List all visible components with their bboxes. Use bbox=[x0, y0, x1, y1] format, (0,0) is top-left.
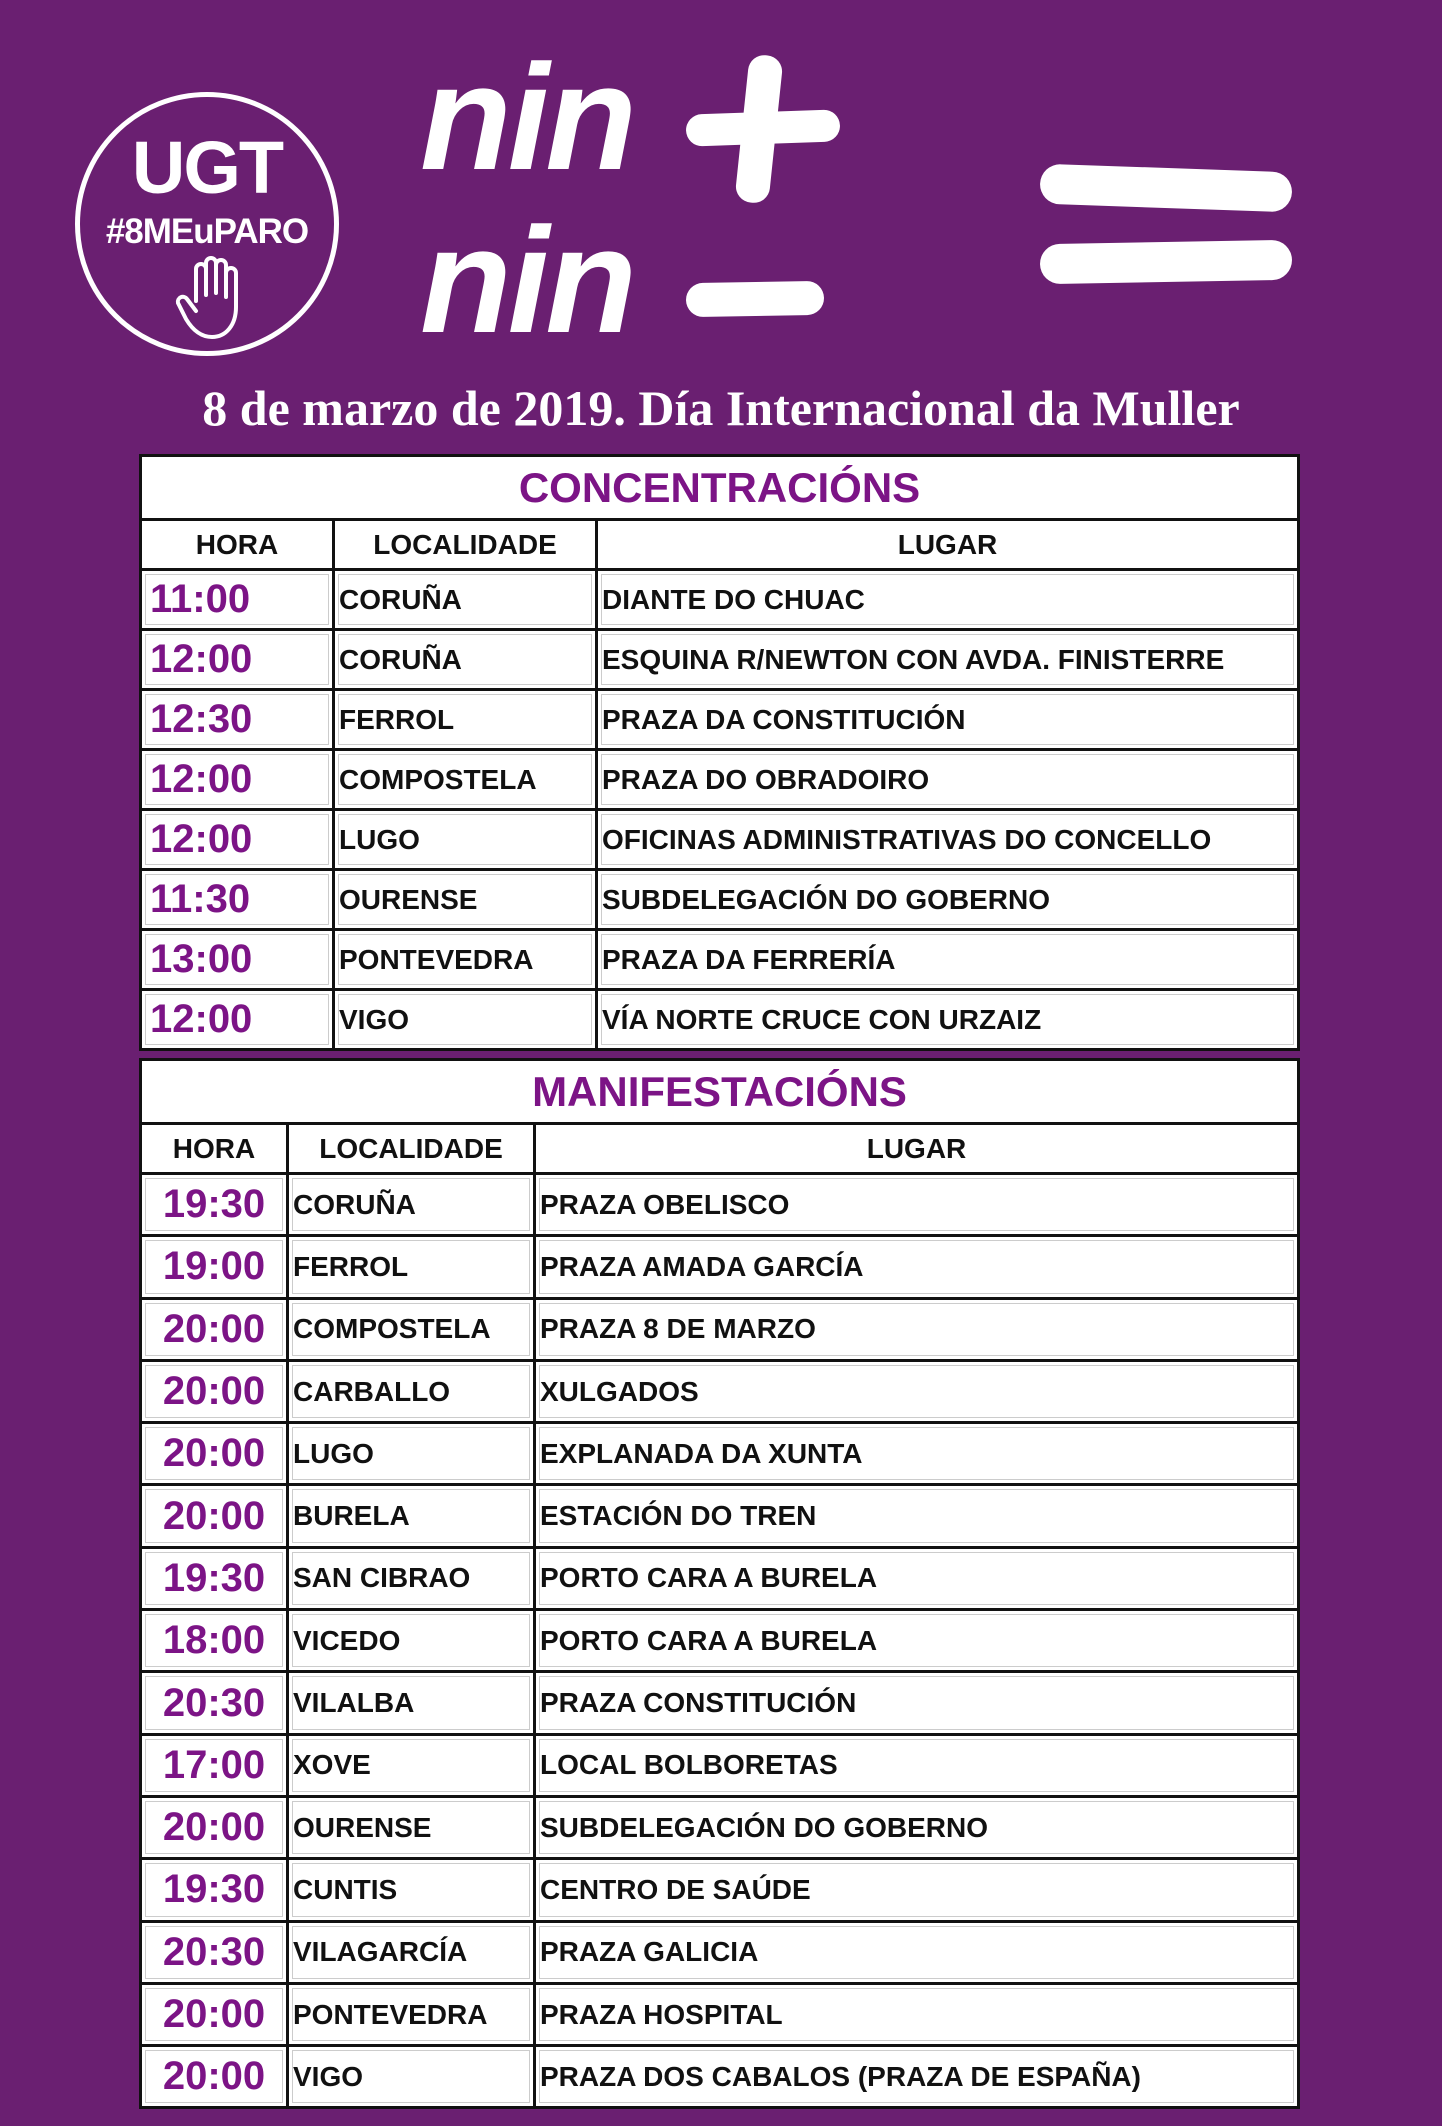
hora-cell-text: 20:00 bbox=[145, 1801, 283, 1854]
localidade-cell-text: FERROL bbox=[338, 694, 592, 745]
lugar-cell-text: LOCAL BOLBORETAS bbox=[539, 1739, 1294, 1792]
lugar-cell-text: PRAZA DA CONSTITUCIÓN bbox=[601, 694, 1294, 745]
logo-hashtag: #8MEuPARO bbox=[105, 212, 309, 251]
lugar-cell bbox=[535, 1796, 1299, 1858]
localidade-cell bbox=[334, 570, 597, 630]
hora-cell-text: 20:00 bbox=[145, 1988, 283, 2041]
localidade-cell bbox=[334, 690, 597, 750]
localidade-cell bbox=[288, 1921, 535, 1983]
lugar-cell-text: PRAZA DOS CABALOS (PRAZA DE ESPAÑA) bbox=[539, 2050, 1294, 2103]
localidade-cell bbox=[334, 810, 597, 870]
lugar-cell bbox=[597, 870, 1299, 930]
lugar-cell bbox=[535, 1423, 1299, 1485]
table-row bbox=[141, 1547, 1299, 1609]
lugar-cell bbox=[535, 1485, 1299, 1547]
lugar-cell-text: PRAZA OBELISCO bbox=[539, 1178, 1294, 1231]
lugar-cell bbox=[535, 1672, 1299, 1734]
hora-cell-text: 17:00 bbox=[145, 1739, 283, 1792]
hora-cell-text: 20:00 bbox=[145, 1303, 283, 1356]
table-row bbox=[141, 750, 1299, 810]
table-row bbox=[141, 1610, 1299, 1672]
table-row bbox=[141, 1672, 1299, 1734]
hora-cell bbox=[141, 1547, 288, 1609]
localidade-cell-text: COMPOSTELA bbox=[292, 1303, 530, 1356]
raised-hand-icon bbox=[174, 255, 250, 341]
localidade-cell bbox=[288, 1859, 535, 1921]
localidade-cell-text: CARBALLO bbox=[292, 1365, 530, 1418]
lugar-cell bbox=[597, 990, 1299, 1050]
lugar-cell-text: SUBDELEGACIÓN DO GOBERNO bbox=[539, 1801, 1294, 1854]
lugar-cell bbox=[535, 1298, 1299, 1360]
hora-cell bbox=[141, 1423, 288, 1485]
section-title: MANIFESTACIÓNS bbox=[141, 1060, 1299, 1124]
hora-cell-text: 19:30 bbox=[145, 1552, 283, 1605]
lugar-cell-text: PORTO CARA A BURELA bbox=[539, 1552, 1294, 1605]
equals-sign-top bbox=[1039, 164, 1292, 213]
localidade-cell-text: PONTEVEDRA bbox=[338, 934, 592, 985]
lugar-cell bbox=[597, 810, 1299, 870]
lugar-cell-text: PRAZA DO OBRADOIRO bbox=[601, 754, 1294, 805]
hora-cell-text: 11:00 bbox=[145, 574, 329, 625]
hora-cell bbox=[141, 1360, 288, 1422]
hora-cell bbox=[141, 1485, 288, 1547]
hora-cell-text: 20:30 bbox=[145, 1926, 283, 1979]
lugar-cell-text: CENTRO DE SAÚDE bbox=[539, 1863, 1294, 1916]
slogan-line-1: nin bbox=[420, 33, 633, 201]
section-title: CONCENTRACIÓNS bbox=[141, 456, 1299, 520]
hora-cell-text: 20:30 bbox=[145, 1676, 283, 1729]
lugar-cell-text: PRAZA GALICIA bbox=[539, 1926, 1294, 1979]
table-row bbox=[141, 1174, 1299, 1236]
lugar-cell-text: PRAZA CONSTITUCIÓN bbox=[539, 1676, 1294, 1729]
localidade-cell bbox=[288, 1610, 535, 1672]
hora-cell bbox=[141, 1174, 288, 1236]
table-row bbox=[141, 1921, 1299, 1983]
localidade-cell-text: LUGO bbox=[338, 814, 592, 865]
lugar-cell-text: ESTACIÓN DO TREN bbox=[539, 1489, 1294, 1542]
localidade-cell-text: PONTEVEDRA bbox=[292, 1988, 530, 2041]
hora-cell bbox=[141, 1610, 288, 1672]
lugar-cell-text: XULGADOS bbox=[539, 1365, 1294, 1418]
lugar-cell bbox=[535, 1610, 1299, 1672]
localidade-cell-text: BURELA bbox=[292, 1489, 530, 1542]
hora-cell-text: 19:30 bbox=[145, 1178, 283, 1231]
hora-cell-text: 12:30 bbox=[145, 694, 329, 745]
hora-cell bbox=[141, 930, 334, 990]
hora-cell-text: 12:00 bbox=[145, 754, 329, 805]
localidade-cell-text: VICEDO bbox=[292, 1614, 530, 1667]
hora-cell bbox=[141, 990, 334, 1050]
hora-cell bbox=[141, 630, 334, 690]
hora-cell-text: 18:00 bbox=[145, 1614, 283, 1667]
hora-cell-text: 13:00 bbox=[145, 934, 329, 985]
localidade-cell bbox=[288, 1360, 535, 1422]
hora-cell bbox=[141, 1734, 288, 1796]
localidade-cell-text: OURENSE bbox=[292, 1801, 530, 1854]
table-row bbox=[141, 1236, 1299, 1298]
lugar-cell-text: PRAZA 8 DE MARZO bbox=[539, 1303, 1294, 1356]
localidade-cell bbox=[288, 1174, 535, 1236]
lugar-cell bbox=[597, 570, 1299, 630]
localidade-cell-text: COMPOSTELA bbox=[338, 754, 592, 805]
table-row bbox=[141, 1423, 1299, 1485]
lugar-cell bbox=[535, 1360, 1299, 1422]
localidade-cell-text: VILAGARCÍA bbox=[292, 1926, 530, 1979]
lugar-cell bbox=[597, 690, 1299, 750]
localidade-cell bbox=[288, 1796, 535, 1858]
hora-cell-text: 20:00 bbox=[145, 1489, 283, 1542]
hora-cell bbox=[141, 810, 334, 870]
localidade-cell bbox=[288, 1734, 535, 1796]
localidade-cell bbox=[288, 1298, 535, 1360]
lugar-cell bbox=[597, 630, 1299, 690]
hora-cell bbox=[141, 1672, 288, 1734]
lugar-cell bbox=[535, 1547, 1299, 1609]
hora-cell bbox=[141, 870, 334, 930]
hora-cell-text: 20:00 bbox=[145, 2050, 283, 2103]
localidade-cell bbox=[288, 1672, 535, 1734]
lugar-cell-text: ESQUINA R/NEWTON CON AVDA. FINISTERRE bbox=[601, 634, 1294, 685]
lugar-cell bbox=[535, 2046, 1299, 2108]
column-header-lugar: LUGAR bbox=[535, 1124, 1299, 1174]
column-header-localidade: LOCALIDADE bbox=[288, 1124, 535, 1174]
column-header-hora: HORA bbox=[141, 520, 334, 570]
table-row bbox=[141, 1360, 1299, 1422]
table-row bbox=[141, 1485, 1299, 1547]
table-row bbox=[141, 2046, 1299, 2108]
hora-cell-text: 20:00 bbox=[145, 1427, 283, 1480]
concentracions-table bbox=[139, 454, 1300, 1051]
hora-cell-text: 12:00 bbox=[145, 994, 329, 1045]
localidade-cell-text: CUNTIS bbox=[292, 1863, 530, 1916]
table-row bbox=[141, 570, 1299, 630]
lugar-cell-text: PRAZA DA FERRERÍA bbox=[601, 934, 1294, 985]
hora-cell-text: 19:00 bbox=[145, 1240, 283, 1293]
localidade-cell bbox=[288, 1547, 535, 1609]
localidade-cell-text: VILALBA bbox=[292, 1676, 530, 1729]
localidade-cell-text: CORUÑA bbox=[338, 634, 592, 685]
hora-cell bbox=[141, 1236, 288, 1298]
localidade-cell bbox=[334, 930, 597, 990]
localidade-cell-text: OURENSE bbox=[338, 874, 592, 925]
lugar-cell bbox=[535, 1983, 1299, 2045]
lugar-cell bbox=[597, 750, 1299, 810]
lugar-cell-text: SUBDELEGACIÓN DO GOBERNO bbox=[601, 874, 1294, 925]
lugar-cell bbox=[535, 1734, 1299, 1796]
lugar-cell bbox=[535, 1859, 1299, 1921]
column-header-localidade: LOCALIDADE bbox=[334, 520, 597, 570]
equals-sign-bottom bbox=[1040, 240, 1293, 284]
hora-cell bbox=[141, 570, 334, 630]
localidade-cell bbox=[334, 630, 597, 690]
table-row bbox=[141, 1734, 1299, 1796]
logo-title: UGT bbox=[131, 126, 283, 209]
localidade-cell-text: LUGO bbox=[292, 1427, 530, 1480]
manifestacions-table bbox=[139, 1058, 1300, 2109]
localidade-cell-text: VIGO bbox=[292, 2050, 530, 2103]
localidade-cell bbox=[288, 1423, 535, 1485]
lugar-cell-text: EXPLANADA DA XUNTA bbox=[539, 1427, 1294, 1480]
localidade-cell-text: CORUÑA bbox=[292, 1178, 530, 1231]
table-row bbox=[141, 1983, 1299, 2045]
hora-cell bbox=[141, 1921, 288, 1983]
table-row bbox=[141, 990, 1299, 1050]
table-row bbox=[141, 810, 1299, 870]
lugar-cell bbox=[535, 1921, 1299, 1983]
hora-cell bbox=[141, 1859, 288, 1921]
localidade-cell bbox=[288, 1485, 535, 1547]
localidade-cell bbox=[288, 2046, 535, 2108]
localidade-cell bbox=[334, 990, 597, 1050]
localidade-cell bbox=[334, 870, 597, 930]
hora-cell-text: 12:00 bbox=[145, 814, 329, 865]
column-header-hora: HORA bbox=[141, 1124, 288, 1174]
hora-cell-text: 19:30 bbox=[145, 1863, 283, 1916]
lugar-cell bbox=[597, 930, 1299, 990]
hora-cell bbox=[141, 690, 334, 750]
localidade-cell-text: VIGO bbox=[338, 994, 592, 1045]
lugar-cell-text: PRAZA HOSPITAL bbox=[539, 1988, 1294, 2041]
lugar-cell bbox=[535, 1174, 1299, 1236]
localidade-cell-text: SAN CIBRAO bbox=[292, 1552, 530, 1605]
localidade-cell bbox=[288, 1983, 535, 2045]
hora-cell-text: 11:30 bbox=[145, 874, 329, 925]
minus-sign bbox=[686, 281, 825, 317]
table-row bbox=[141, 1796, 1299, 1858]
lugar-cell-text: DIANTE DO CHUAC bbox=[601, 574, 1294, 625]
table-row bbox=[141, 870, 1299, 930]
table-row bbox=[141, 690, 1299, 750]
hora-cell bbox=[141, 750, 334, 810]
lugar-cell-text: OFICINAS ADMINISTRATIVAS DO CONCELLO bbox=[601, 814, 1294, 865]
slogan-line-2: nin bbox=[420, 196, 633, 364]
ugt-logo bbox=[75, 92, 339, 356]
table-row bbox=[141, 1298, 1299, 1360]
table-row bbox=[141, 930, 1299, 990]
hora-cell-text: 20:00 bbox=[145, 1365, 283, 1418]
localidade-cell bbox=[288, 1236, 535, 1298]
localidade-cell-text: XOVE bbox=[292, 1739, 530, 1792]
lugar-cell bbox=[535, 1236, 1299, 1298]
table-row bbox=[141, 630, 1299, 690]
lugar-cell-text: VÍA NORTE CRUCE CON URZAIZ bbox=[601, 994, 1294, 1045]
hora-cell bbox=[141, 1796, 288, 1858]
lugar-cell-text: PORTO CARA A BURELA bbox=[539, 1614, 1294, 1667]
localidade-cell bbox=[334, 750, 597, 810]
localidade-cell-text: FERROL bbox=[292, 1240, 530, 1293]
hora-cell bbox=[141, 1298, 288, 1360]
table-row bbox=[141, 1859, 1299, 1921]
column-header-lugar: LUGAR bbox=[597, 520, 1299, 570]
page-subtitle: 8 de marzo de 2019. Día Internacional da Muller bbox=[202, 380, 1240, 436]
hora-cell bbox=[141, 2046, 288, 2108]
hora-cell bbox=[141, 1983, 288, 2045]
localidade-cell-text: CORUÑA bbox=[338, 574, 592, 625]
hora-cell-text: 12:00 bbox=[145, 634, 329, 685]
lugar-cell-text: PRAZA AMADA GARCÍA bbox=[539, 1240, 1294, 1293]
